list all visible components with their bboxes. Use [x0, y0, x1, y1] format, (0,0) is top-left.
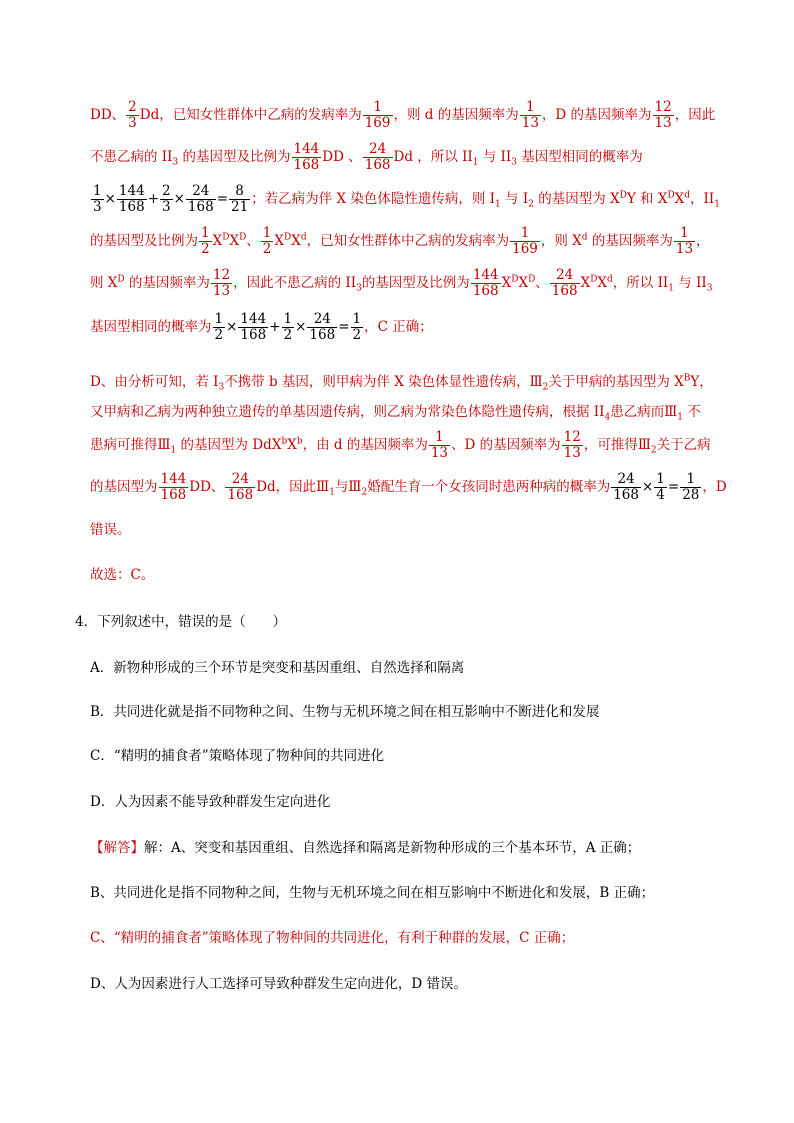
- operator: ×: [104, 191, 116, 207]
- text: X: [674, 191, 685, 207]
- subscript: 1: [495, 199, 501, 210]
- fraction: [562, 430, 583, 461]
- answer-a: [90, 836, 640, 856]
- text: 与Ⅲ: [334, 479, 362, 495]
- fraction: [307, 312, 337, 343]
- numerator: 1: [262, 225, 272, 241]
- superscript: D: [511, 274, 519, 285]
- answer-line: [90, 563, 154, 583]
- fraction: [611, 472, 641, 503]
- denominator: 21: [231, 199, 249, 215]
- numerator: 144: [118, 183, 145, 199]
- text: X: [287, 437, 297, 453]
- option-d: D．人为因素不能导致种群发生定向进化: [90, 794, 331, 810]
- text: Dd，因此Ⅲ: [256, 479, 330, 495]
- numerator: 1: [429, 430, 450, 446]
- text: 不: [682, 404, 701, 420]
- numerator: 1: [674, 226, 695, 242]
- text: X: [274, 233, 284, 249]
- operator: ×: [295, 319, 307, 335]
- text: ，因此: [674, 107, 716, 123]
- text: 的基因型为: [90, 479, 158, 495]
- superscript: D: [590, 274, 598, 285]
- answer-b: B、共同进化是指不同物种之间，生物与无机环境之间在相互影响中不断进化和发展，B 正确；: [90, 885, 655, 901]
- text: 的基因频率为: [587, 233, 673, 249]
- text: X: [501, 275, 512, 291]
- text: DD 、: [322, 149, 362, 165]
- fraction: [351, 312, 364, 343]
- denominator: 3: [93, 199, 102, 215]
- text: Y，: [690, 374, 713, 390]
- subscript: 3: [706, 283, 713, 294]
- operator: =: [216, 191, 228, 207]
- fraction: [550, 268, 580, 299]
- superscript: B: [683, 373, 691, 384]
- denominator: 168: [240, 327, 267, 343]
- subscript: 2: [650, 445, 657, 456]
- denominator: 13: [563, 445, 581, 461]
- text: 的基因型为 DdX: [176, 437, 282, 453]
- superscript: D: [619, 190, 627, 201]
- subscript: 3: [172, 157, 179, 168]
- subscript: 1: [170, 445, 177, 456]
- numerator: 8: [229, 184, 250, 200]
- denominator: 168: [364, 157, 391, 173]
- denominator: 4: [656, 487, 665, 503]
- denominator: 2: [352, 327, 362, 343]
- text: 与 I: [500, 191, 529, 207]
- fraction: [363, 142, 393, 173]
- numerator: 24: [307, 312, 337, 328]
- fraction: [674, 226, 695, 257]
- operator: ×: [173, 191, 185, 207]
- fraction: [680, 472, 701, 503]
- numerator: 1: [510, 226, 540, 242]
- numerator: 1: [201, 225, 210, 241]
- fraction: [653, 100, 674, 131]
- numerator: 1: [656, 471, 665, 487]
- fraction: [186, 184, 216, 215]
- subscript: 3: [356, 283, 362, 294]
- superscript: d: [607, 274, 613, 285]
- numerator: 144: [472, 267, 499, 283]
- numerator: 144: [293, 141, 320, 157]
- text: X: [291, 233, 301, 249]
- superscript: d: [300, 232, 307, 243]
- numerator: 144: [160, 471, 187, 487]
- fraction: [126, 100, 139, 131]
- text: ，由 d 的基因频率为: [302, 437, 428, 453]
- solution-line-6: [90, 312, 433, 343]
- fraction: [117, 184, 147, 215]
- denominator: 13: [521, 115, 539, 131]
- denominator: 168: [309, 327, 336, 343]
- numerator: 1: [520, 100, 541, 116]
- text: 的基因型及比例为: [90, 233, 198, 249]
- text: 的基因频率为: [124, 275, 210, 291]
- numerator: 12: [212, 267, 231, 283]
- subscript: 1: [677, 412, 683, 423]
- text: 关于甲病的基因型为 X: [548, 374, 684, 390]
- numerator: 24: [225, 472, 255, 488]
- solution-d-line-5: [90, 518, 131, 538]
- numerator: 12: [654, 99, 672, 115]
- text: 与 II: [478, 149, 512, 165]
- solution-line-1: [90, 100, 715, 131]
- text: Dd，已知女性群体中乙病的发病率为: [139, 107, 362, 123]
- text: 基因型相同的概率为: [90, 319, 212, 335]
- denominator: 169: [512, 241, 538, 257]
- superscript: b: [296, 436, 303, 447]
- fraction: [159, 472, 189, 503]
- text: X: [518, 275, 529, 291]
- answer-label: 【解答】: [90, 840, 144, 856]
- subscript: 1: [472, 157, 479, 168]
- text: X: [597, 275, 608, 291]
- denominator: 13: [675, 241, 694, 257]
- text: ；若乙病为伴 X 染色体隐性遗传病，则 I: [251, 191, 496, 207]
- solution-line-5: [90, 268, 712, 299]
- superscript: D: [117, 274, 125, 285]
- subscript: 1: [668, 283, 674, 294]
- solution-line-4: [90, 226, 710, 257]
- denominator: 2: [262, 241, 272, 257]
- text: 、D 的基因频率为: [451, 437, 561, 453]
- text: X: [580, 275, 591, 291]
- text: 的基因型及比例为: [178, 149, 291, 165]
- fraction: [471, 268, 501, 299]
- denominator: 2: [201, 241, 210, 257]
- numerator: 1: [363, 100, 393, 116]
- option-a: A．新物种形成的三个环节是突变和基因重组、自然选择和隔离: [90, 660, 465, 676]
- superscript: d: [581, 232, 588, 243]
- fraction: [225, 472, 255, 503]
- text: 则 X: [90, 275, 118, 291]
- text: 患乙病而Ⅲ: [610, 404, 678, 420]
- denominator: 168: [118, 199, 145, 215]
- solution-line-3: [90, 184, 720, 215]
- superscript: d: [684, 190, 691, 201]
- fraction: [199, 226, 212, 257]
- denominator: 168: [293, 157, 320, 173]
- solution-d-line-3: [90, 430, 711, 461]
- numerator: 24: [363, 142, 393, 158]
- text: DD、: [189, 479, 225, 495]
- fraction: [261, 226, 274, 257]
- text: ，D: [702, 479, 727, 495]
- subscript: 2: [361, 487, 368, 498]
- solution-d-line-4: [90, 472, 727, 503]
- text: 与 II: [674, 275, 707, 291]
- denominator: 2: [214, 327, 224, 343]
- text: ，: [696, 233, 710, 249]
- text: ，因此不患乙病的 II: [233, 275, 357, 291]
- fraction: [238, 312, 268, 343]
- answer-c: C、“精明的捕食者”策略体现了物种间的共同进化，有利于种群的发展，C 正确；: [90, 930, 575, 946]
- text: 关于乙病: [656, 437, 711, 453]
- subscript: 3: [511, 157, 517, 168]
- denominator: 3: [128, 115, 137, 131]
- denominator: 28: [682, 487, 700, 503]
- text: X: [212, 233, 223, 249]
- subscript: 1: [714, 199, 720, 210]
- question-4-stem: 4．下列叙述中，错误的是（ ）: [75, 614, 287, 630]
- text: ，C 正确；: [364, 319, 433, 335]
- fraction: [510, 226, 540, 257]
- operator: ×: [226, 319, 238, 335]
- fraction: [520, 100, 541, 131]
- numerator: 1: [283, 311, 293, 327]
- superscript: D: [528, 274, 536, 285]
- denominator: 3: [162, 199, 171, 215]
- option-b: B．共同进化就是指不同物种之间、生物与无机环境之间在相互影响中不断进化和发展: [90, 704, 600, 720]
- operator: ×: [641, 479, 654, 495]
- text: D、由分析可知，若 I: [90, 374, 219, 390]
- denominator: 2: [283, 327, 293, 343]
- text: Y 和 X: [626, 191, 668, 207]
- text: 又甲病和乙病为两种独立遗传的单基因遗传病，则乙病为常染色体隐性遗传病，根据 II: [90, 404, 605, 420]
- solution-line-2: [90, 142, 643, 173]
- text: ，所以 II: [612, 275, 669, 291]
- text: 解：A、突变和基因重组、自然选择和隔离是新物种形成的三个基本环节，A 正确；: [144, 840, 641, 856]
- text: 婚配生育一个女孩同时患两种病的概率为: [367, 479, 611, 495]
- solution-d-line-1: [90, 370, 713, 393]
- denominator: 168: [613, 487, 639, 503]
- subscript: 2: [542, 382, 549, 393]
- denominator: 13: [212, 283, 231, 299]
- superscript: D: [284, 232, 292, 243]
- operator: +: [269, 319, 281, 335]
- text: ，则 X: [540, 233, 582, 249]
- numerator: 12: [563, 429, 581, 445]
- denominator: 13: [654, 115, 672, 131]
- denominator: 168: [187, 199, 214, 215]
- text: 错误。: [90, 522, 131, 538]
- fraction: [429, 430, 450, 461]
- fraction: [160, 184, 173, 215]
- superscript: D: [667, 190, 675, 201]
- fraction: [229, 184, 250, 215]
- numerator: 24: [611, 472, 641, 488]
- denominator: 168: [551, 283, 578, 299]
- solution-d-line-2: [90, 400, 701, 423]
- text: ，II: [690, 191, 715, 207]
- answer-d: D、人为因素进行人工选择可导致种群发生定向进化，D 错误。: [90, 976, 467, 992]
- subscript: 3: [218, 382, 225, 393]
- text: Dd ，所以 II: [393, 149, 473, 165]
- denominator: 168: [227, 487, 254, 503]
- superscript: D: [239, 232, 247, 243]
- operator: +: [147, 191, 159, 207]
- numerator: 1: [352, 311, 362, 327]
- superscript: D: [222, 232, 230, 243]
- text: 故选：C。: [90, 567, 155, 583]
- numerator: 1: [680, 472, 701, 488]
- subscript: 2: [528, 199, 534, 210]
- numerator: 1: [93, 183, 102, 199]
- denominator: 169: [364, 115, 391, 131]
- operator: =: [667, 479, 680, 495]
- text: 不患乙病的 II: [90, 149, 173, 165]
- text: 、: [246, 233, 260, 249]
- text: ，可推得Ⅲ: [583, 437, 651, 453]
- subscript: 1: [329, 487, 335, 498]
- text: 的基因型及比例为: [361, 275, 470, 291]
- operator: =: [338, 319, 350, 335]
- denominator: 13: [430, 445, 449, 461]
- numerator: 2: [128, 99, 137, 115]
- fraction: [91, 184, 104, 215]
- numerator: 2: [162, 183, 171, 199]
- denominator: 168: [472, 283, 499, 299]
- text: ，已知女性群体中乙病的发病率为: [306, 233, 510, 249]
- denominator: 168: [160, 487, 187, 503]
- numerator: 144: [240, 311, 267, 327]
- text: 患病可推得Ⅲ: [90, 437, 171, 453]
- fraction: [363, 100, 393, 131]
- text: 的基因型为 X: [533, 191, 620, 207]
- subscript: 4: [604, 412, 611, 423]
- numerator: 24: [186, 184, 216, 200]
- text: ，D 的基因频率为: [541, 107, 652, 123]
- text: 、: [535, 275, 549, 291]
- text: DD、: [90, 107, 126, 123]
- fraction: [654, 472, 667, 503]
- numerator: 1: [214, 311, 224, 327]
- fraction: [211, 268, 232, 299]
- text: ，则 d 的基因频率为: [393, 107, 519, 123]
- numerator: 24: [550, 268, 580, 284]
- option-c: C．“精明的捕食者”策略体现了物种间的共同进化: [90, 748, 385, 764]
- text: 基因型相同的概率为: [516, 149, 643, 165]
- text: 不携带 b 基因，则甲病为伴 X 染色体显性遗传病，Ⅲ: [224, 374, 543, 390]
- fraction: [292, 142, 322, 173]
- fraction: [213, 312, 226, 343]
- fraction: [282, 312, 295, 343]
- text: X: [229, 233, 240, 249]
- superscript: b: [281, 436, 288, 447]
